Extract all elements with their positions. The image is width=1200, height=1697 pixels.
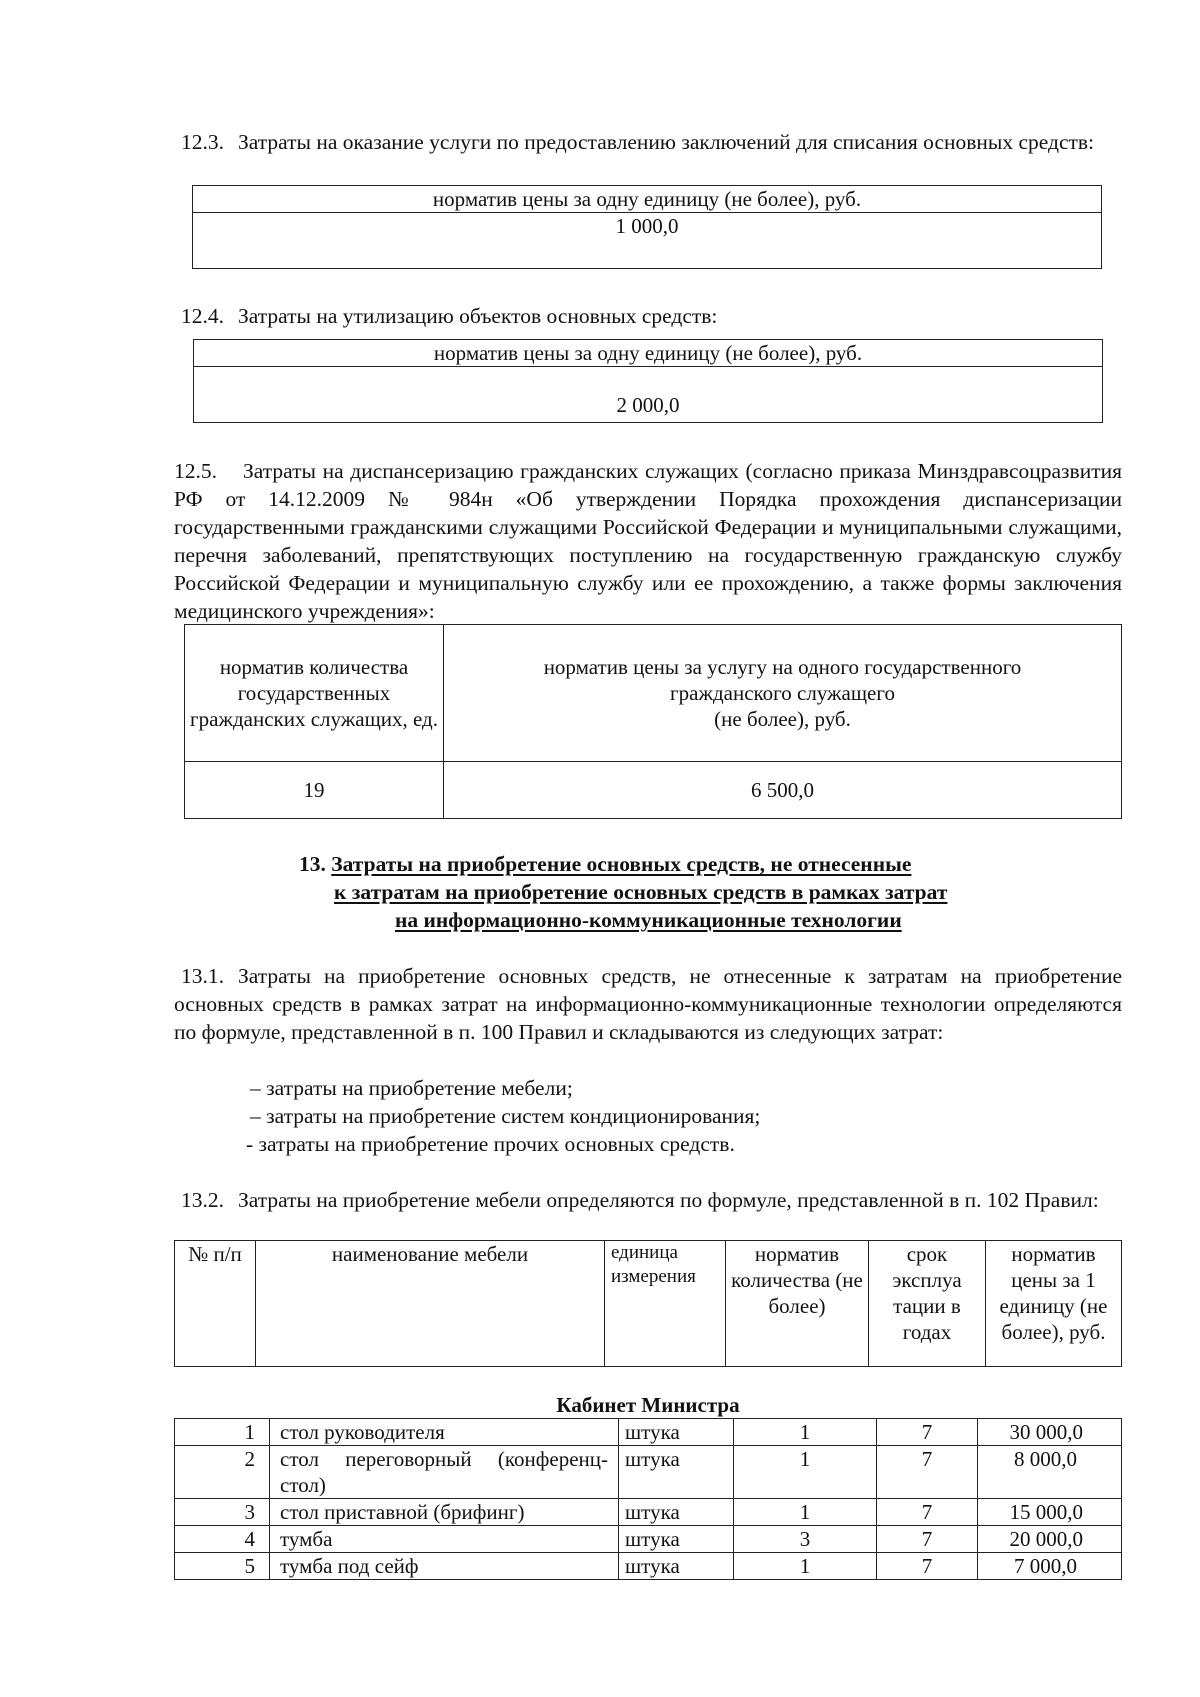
cabinet-subtitle: Кабинет Министра: [556, 1393, 740, 1417]
section-13-heading-line2: [334, 878, 947, 906]
heading-line-3: на информационно-коммуникационные технологии: [395, 908, 902, 932]
list-item: – затраты на приобретение мебели;: [250, 1076, 573, 1100]
cell-unit: штука: [619, 1553, 734, 1580]
paragraph-text: Затраты на утилизацию объектов основных средств:: [238, 304, 718, 328]
header-price: норматив цены за 1 единицу (не более), руб.: [986, 1241, 1122, 1367]
cell-name: стол переговорный (конференц-стол): [270, 1446, 619, 1499]
cell-unit: штука: [619, 1499, 734, 1526]
paragraph-text: Затраты на оказание услуги по предоставлению заключений для списания основных средств:: [238, 130, 1095, 154]
furniture-header-table: [174, 1240, 1122, 1367]
table-row: [175, 1553, 1122, 1580]
section-13-heading-line3: [395, 906, 902, 934]
section-number: 12.4.: [181, 304, 224, 328]
col-quantity-header: норматив количества государственных гражданских служащих, ед.: [185, 625, 444, 762]
paragraph-13-1: [174, 962, 1122, 1046]
table-value-cell: 2 000,0: [194, 367, 1103, 423]
cell-price: 15 000,0: [978, 1499, 1122, 1526]
section-number: 13.: [299, 852, 326, 876]
paragraph-13-2: [174, 1186, 1122, 1214]
section-number: 13.1.: [181, 964, 224, 988]
section-number: 12.5.: [174, 459, 217, 483]
cell-price: 20 000,0: [978, 1526, 1122, 1553]
table-row: [175, 1446, 1122, 1499]
cell-num: 5: [175, 1553, 270, 1580]
cell-name: стол руководителя: [270, 1419, 619, 1446]
cell-qty: 1: [734, 1446, 877, 1499]
cell-qty: 1: [734, 1419, 877, 1446]
col-price-header-note: (не более), руб.: [714, 707, 851, 731]
cell-unit: штука: [619, 1526, 734, 1553]
header-term: срок эксплуа тации в годах: [869, 1241, 986, 1367]
cell-qty: 3: [734, 1526, 877, 1553]
cell-price: 7 000,0: [978, 1553, 1122, 1580]
section-number: 12.3.: [181, 130, 224, 154]
cell-num: 4: [175, 1526, 270, 1553]
cell-term: 7: [877, 1553, 978, 1580]
bullet-list: [246, 1074, 761, 1158]
table-row: [175, 1419, 1122, 1446]
section-13-heading: [299, 850, 911, 878]
table-12-4: [193, 339, 1103, 423]
cell-qty: 1: [734, 1553, 877, 1580]
paragraph-12-4: [174, 302, 1122, 330]
table-row: [175, 1499, 1122, 1526]
cell-term: 7: [877, 1499, 978, 1526]
paragraph-text: Затраты на диспансеризацию гражданских служащих (согласно приказа Минздравсоцразвития РФ от 14.12.2009 № 984н «Об утверждении Порядка прохождения диспансеризации государственными гражданскими служащими Российской Федерации и муниципальными служащими, перечня заболеваний, препятствующих поступлению на государственную гражданскую службу Российской Федерации и муниципальную службу или ее прохождению, а также формы заключения медицинского учреждения»:: [174, 459, 1122, 623]
header-unit: единица измерения: [605, 1241, 726, 1367]
list-item: - затраты на приобретение прочих основных средств.: [246, 1132, 735, 1156]
cell-num: 1: [175, 1419, 270, 1446]
quantity-value: 19: [185, 762, 444, 819]
cell-name: стол приставной (брифинг): [270, 1499, 619, 1526]
heading-line-1: Затраты на приобретение основных средств, не отнесенные: [331, 852, 912, 876]
paragraph-text: Затраты на приобретение мебели определяются по формуле, представленной в п. 102 Правил:: [238, 1188, 1099, 1212]
table-value-cell: 1 000,0: [193, 213, 1102, 269]
table-row: [175, 1526, 1122, 1553]
header-num: № п/п: [175, 1241, 256, 1367]
section-number: 13.2.: [181, 1188, 224, 1212]
cell-term: 7: [877, 1526, 978, 1553]
header-name: наименование мебели: [256, 1241, 605, 1367]
price-value: 6 500,0: [444, 762, 1122, 819]
paragraph-12-5: [174, 457, 1122, 625]
cell-name: тумба под сейф: [270, 1553, 619, 1580]
cell-name: тумба: [270, 1526, 619, 1553]
cell-unit: штука: [619, 1446, 734, 1499]
cell-num: 3: [175, 1499, 270, 1526]
col-price-header: [444, 625, 1122, 762]
cell-qty: 1: [734, 1499, 877, 1526]
table-12-3: [192, 185, 1102, 269]
list-item: – затраты на приобретение систем кондиционирования;: [250, 1104, 761, 1128]
header-qty: норматив количества (не более): [726, 1241, 869, 1367]
cell-term: 7: [877, 1419, 978, 1446]
col-price-header-text: норматив цены за услугу на одного государственного гражданского служащего: [543, 655, 1022, 705]
cell-term: 7: [877, 1446, 978, 1499]
cell-unit: штука: [619, 1419, 734, 1446]
table-header-cell: норматив цены за одну единицу (не более), руб.: [193, 186, 1102, 213]
furniture-table: [174, 1418, 1122, 1580]
table-12-5: [184, 624, 1122, 819]
cell-price: 8 000,0: [978, 1446, 1122, 1499]
table-header-cell: норматив цены за одну единицу (не более), руб.: [194, 340, 1103, 367]
cell-num: 2: [175, 1446, 270, 1499]
paragraph-text: Затраты на приобретение основных средств, не отнесенные к затратам на приобретение основных средств в рамках затрат на информационно-коммуникационные технологии определяются по формуле, представленной в п. 100 Правил и складываются из следующих затрат:: [174, 964, 1122, 1044]
heading-line-2: к затратам на приобретение основных средств в рамках затрат: [334, 880, 948, 904]
paragraph-12-3: [174, 128, 1122, 156]
cell-price: 30 000,0: [978, 1419, 1122, 1446]
